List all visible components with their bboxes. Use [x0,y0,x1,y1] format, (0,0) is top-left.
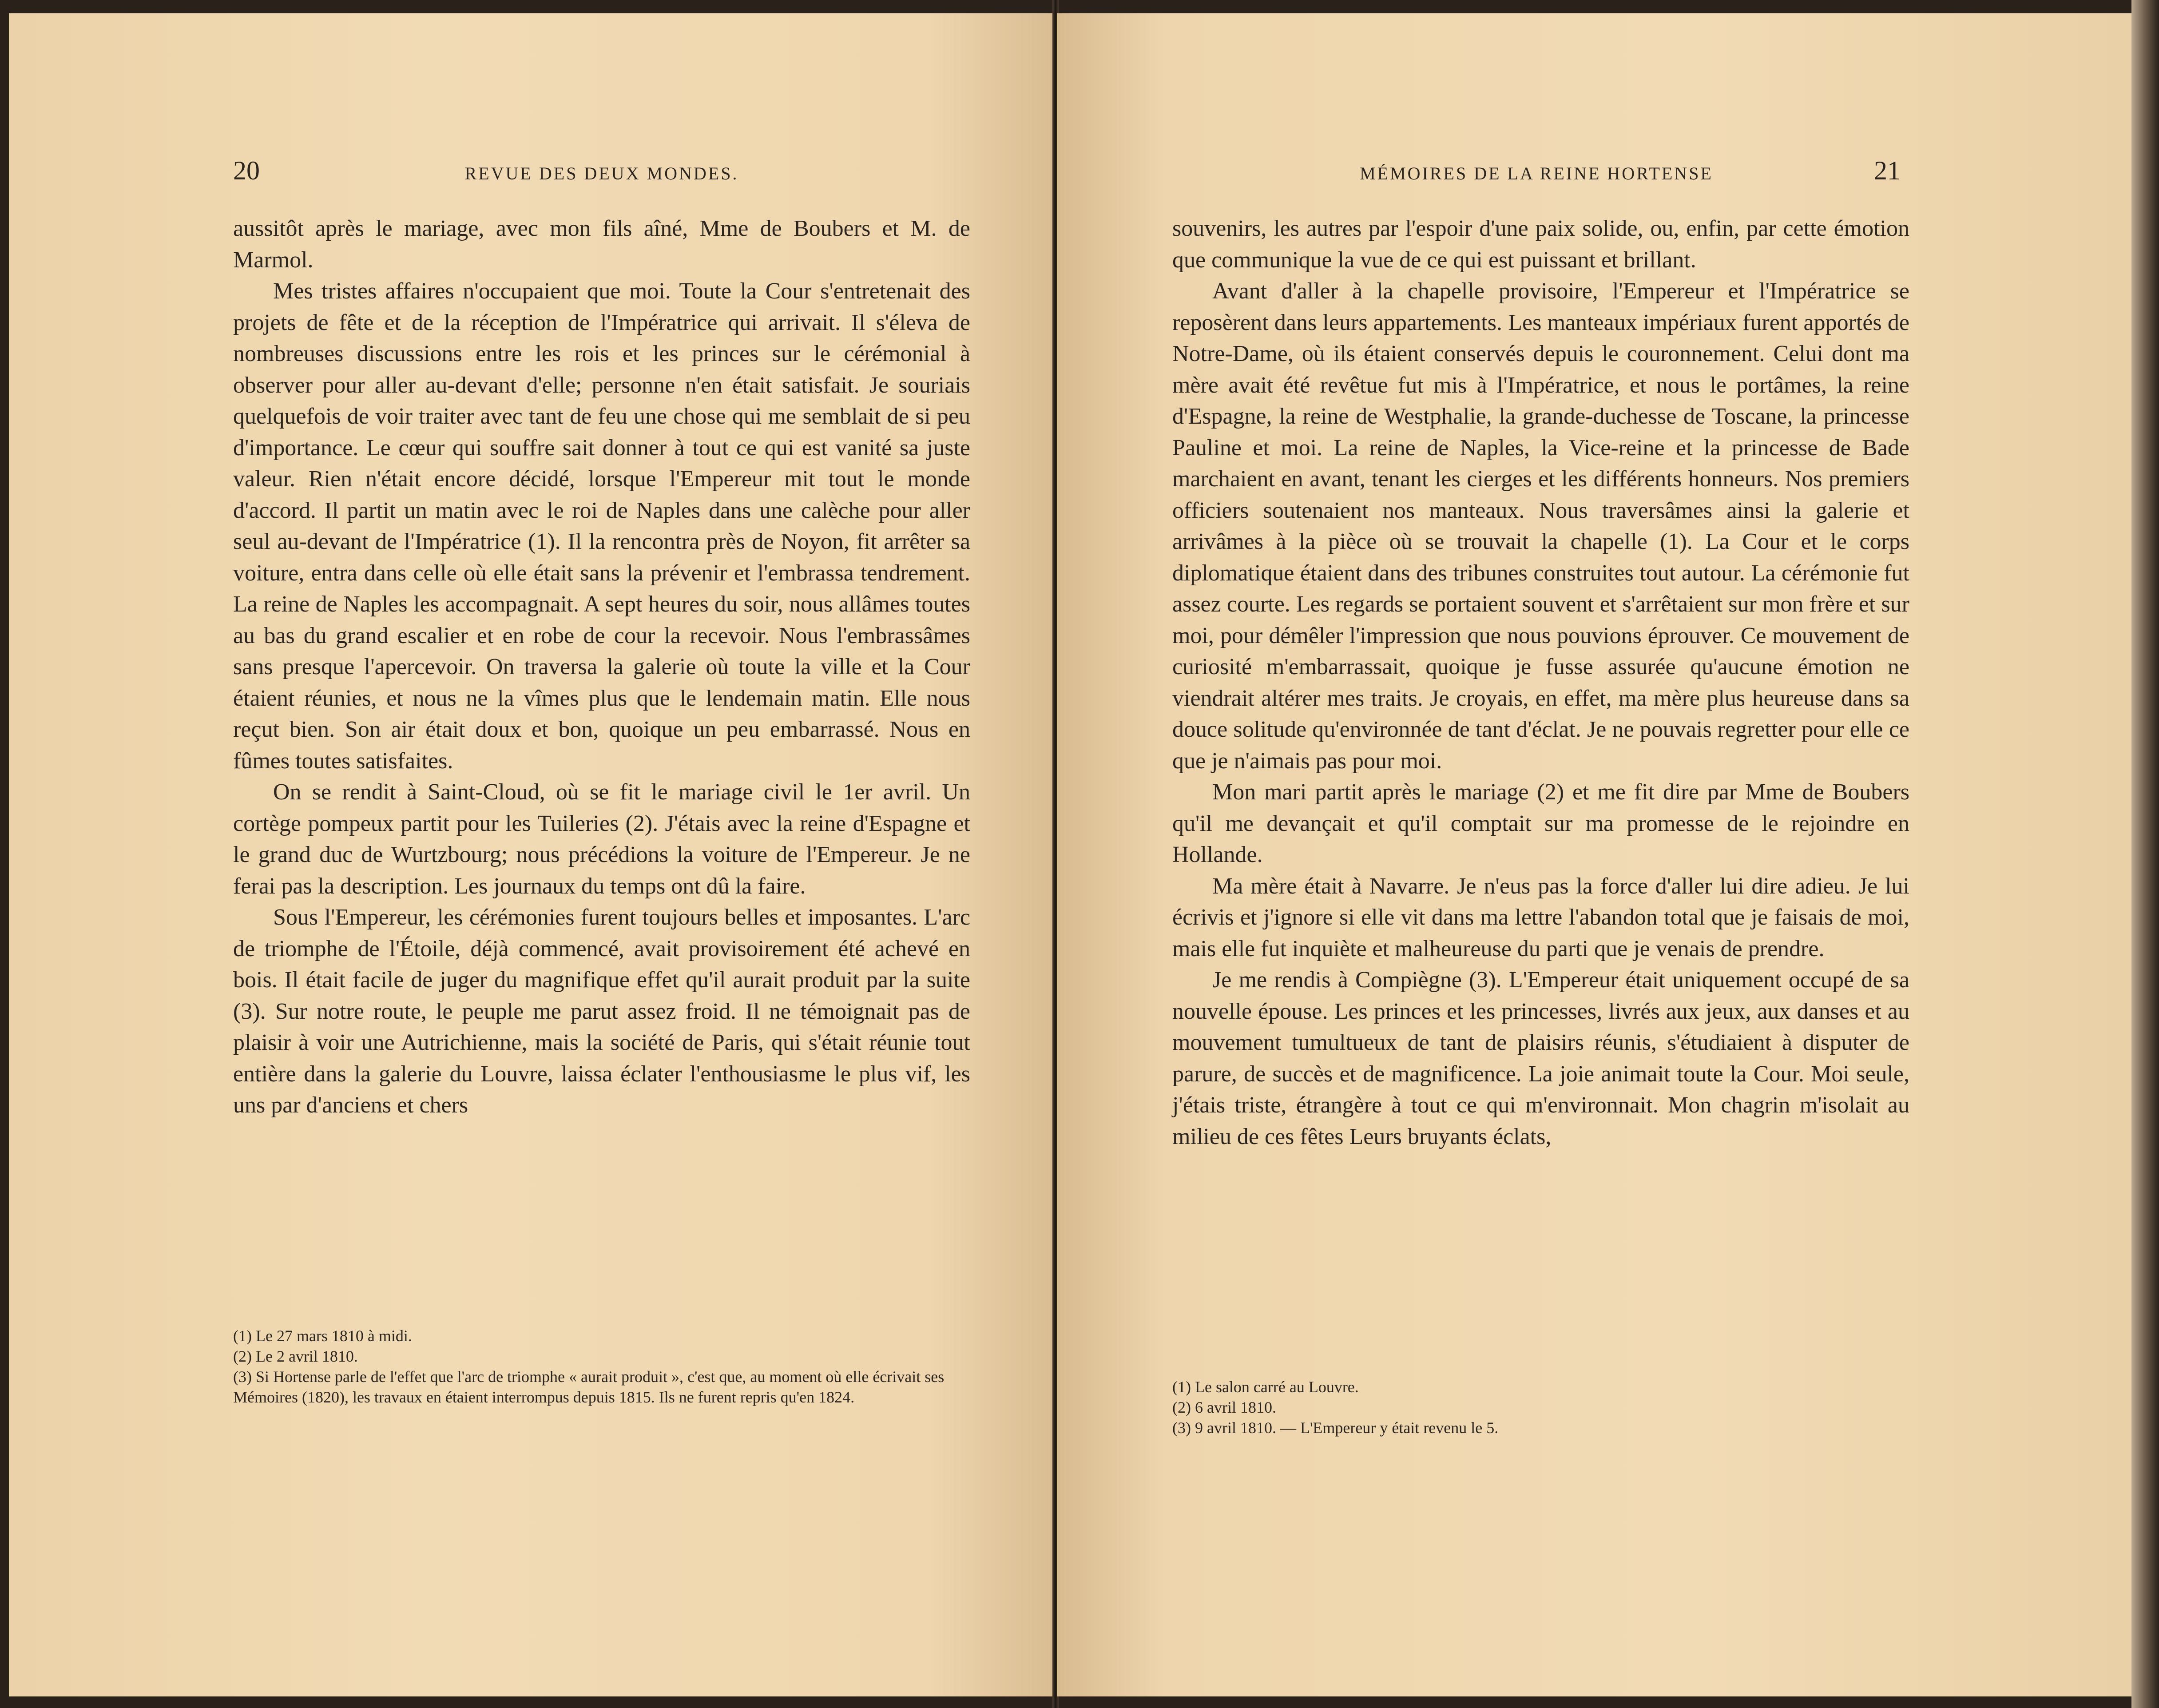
page-number: 21 [1874,156,1901,185]
right-body-text [1172,213,1909,1152]
footnote: (2) 6 avril 1810. [1172,1398,1276,1416]
footnote: (3) Si Hortense parle de l'effet que l'arc de triomphe « aurait produit », c'est que, au moment où elle écrivait ses Mémoires (1820), les travaux en étaient interrompus depuis 1815. Ils ne furent repris qu'en 1824. [233,1368,945,1406]
book-edge [2131,0,2159,1708]
left-page [9,13,1052,1696]
left-header [233,155,970,195]
paragraph: Je me rendis à Compiègne (3). L'Empereur était uniquement occupé de sa nouvelle épouse. Les princes et les princesses, livrés aux jeux, aux danses et au mouvement tumultueux de tant de plaisirs réunis, s'étudiaient à disputer de parure, de succès et de magnificence. La joie animait toute la Cour. Moi seule, j'étais triste, étrangère à tout ce qui m'environnait. Mon chagrin m'isolait au milieu de ces fêtes Leurs bruyants éclats, [1172,967,1909,1149]
footnote: (1) Le 27 mars 1810 à midi. [233,1327,412,1345]
paragraph: aussitôt après le mariage, avec mon fils aîné, Mme de Boubers et M. de Marmol. [233,216,970,273]
running-head: MÉMOIRES DE LA REINE HORTENSE [1360,163,1713,183]
running-head: REVUE DES DEUX MONDES. [464,163,739,183]
right-page [1057,13,2131,1696]
footnote: (1) Le salon carré au Louvre. [1172,1378,1359,1396]
paragraph: Mes tristes affaires n'occupaient que moi. Toute la Cour s'entretenait des projets de fête et de la réception de l'Impératrice qui arrivait. Il s'éleva de nombreuses discussions entre les rois et les princes sur le cérémonial à observer pour aller au-devant d'elle; personne n'en était satisfait. Je souriais quelquefois de voir traiter avec tant de feu une chose qui me semblait de si peu d'importance. Le cœur qui souffre sait donner à tout ce qui est vanité sa juste valeur. Rien n'était encore décidé, lorsque l'Empereur mit tout le monde d'accord. Il partit un matin avec le roi de Naples dans une calèche pour aller seul au-devant de l'Impératrice (1). Il la rencontra près de Noyon, fit arrêter sa voiture, entra dans celle où elle était sans la prévenir et l'embrassa tendrement. La reine de Naples les accompagnait. A sept heures du soir, nous allâmes toutes au bas du grand escalier et en robe de cour la recevoir. Nous l'embrassâmes sans presque l'apercevoir. On traversa la galerie où toute la ville et la Cour étaient réunies, et nous ne la vîmes plus que le lendemain matin. Elle nous reçut bien. Son air était doux et bon, quoique un peu embarrassé. Nous en fûmes toutes satisfaites. [233,278,970,774]
paragraph: Avant d'aller à la chapelle provisoire, l'Empereur et l'Impératrice se reposèrent dans leurs appartements. Les manteaux impériaux furent apportés de Notre-Dame, où ils étaient conservés depuis le couronnement. Celui dont ma mère avait été revêtue fut mis à l'Impératrice, et nous le portâmes, la reine d'Espagne, la reine de Westphalie, la grande-duchesse de Toscane, la princesse Pauline et moi. La reine de Naples, la Vice-reine et la princesse de Bade marchaient en avant, tenant les cierges et les différents honneurs. Nos premiers officiers soutenaient nos manteaux. Nous traversâmes ainsi la galerie et arrivâmes à la pièce où se trouvait la chapelle (1). La Cour et le corps diplomatique étaient dans des tribunes construites tout autour. La cérémonie fut assez courte. Les regards se portaient souvent et s'arrêtaient sur mon frère et sur moi, pour démêler l'impression que nous pouvions éprouver. Ce mouvement de curiosité m'embarrassait, quoique je fusse assurée qu'aucune émotion ne viendrait altérer mes traits. Je croyais, en effet, ma mère plus heureuse dans sa douce solitude qu'environnée de tant d'éclat. Je ne pouvais regretter pour elle ce que je n'aimais pas pour moi. [1172,278,1909,774]
footnote: (2) Le 2 avril 1810. [233,1347,358,1365]
right-footnotes [1172,1377,1909,1438]
footnote: (3) 9 avril 1810. — L'Empereur y était revenu le 5. [1172,1419,1499,1437]
paragraph: Ma mère était à Navarre. Je n'eus pas la force d'aller lui dire adieu. Je lui écrivis et j'ignore si elle vit dans ma lettre l'abandon total que je faisais de moi, mais elle fut inquiète et malheureuse du parti que je venais de prendre. [1172,873,1909,961]
left-footnotes [233,1326,970,1407]
right-header [1172,155,1909,195]
paragraph: souvenirs, les autres par l'espoir d'une paix solide, ou, enfin, par cette émotion que communique la vue de ce qui est puissant et brillant. [1172,216,1909,273]
paragraph: Mon mari partit après le mariage (2) et me fit dire par Mme de Boubers qu'il me devançait et qu'il comptait sur ma promesse de le rejoindre en Hollande. [1172,779,1909,867]
page-number: 20 [233,156,260,185]
left-body-text [233,213,970,1121]
paragraph: Sous l'Empereur, les cérémonies furent toujours belles et imposantes. L'arc de triomphe de l'Étoile, déjà commencé, avait provisoirement été achevé en bois. Il était facile de juger du magnifique effet qu'il aurait produit par la suite (3). Sur notre route, le peuple me parut assez froid. Il ne témoignait pas de plaisir à voir une Autrichienne, mais la société de Paris, qui s'était réunie tout entière dans la galerie du Louvre, laissa éclater l'enthousiasme le plus vif, les uns par d'anciens et chers [233,905,970,1118]
paragraph: On se rendit à Saint-Cloud, où se fit le mariage civil le 1er avril. Un cortège pompeux partit pour les Tuileries (2). J'étais avec la reine d'Espagne et le grand duc de Wurtzbourg; nous précédions la voiture de l'Empereur. Je ne ferai pas la description. Les journaux du temps ont dû la faire. [233,779,970,899]
